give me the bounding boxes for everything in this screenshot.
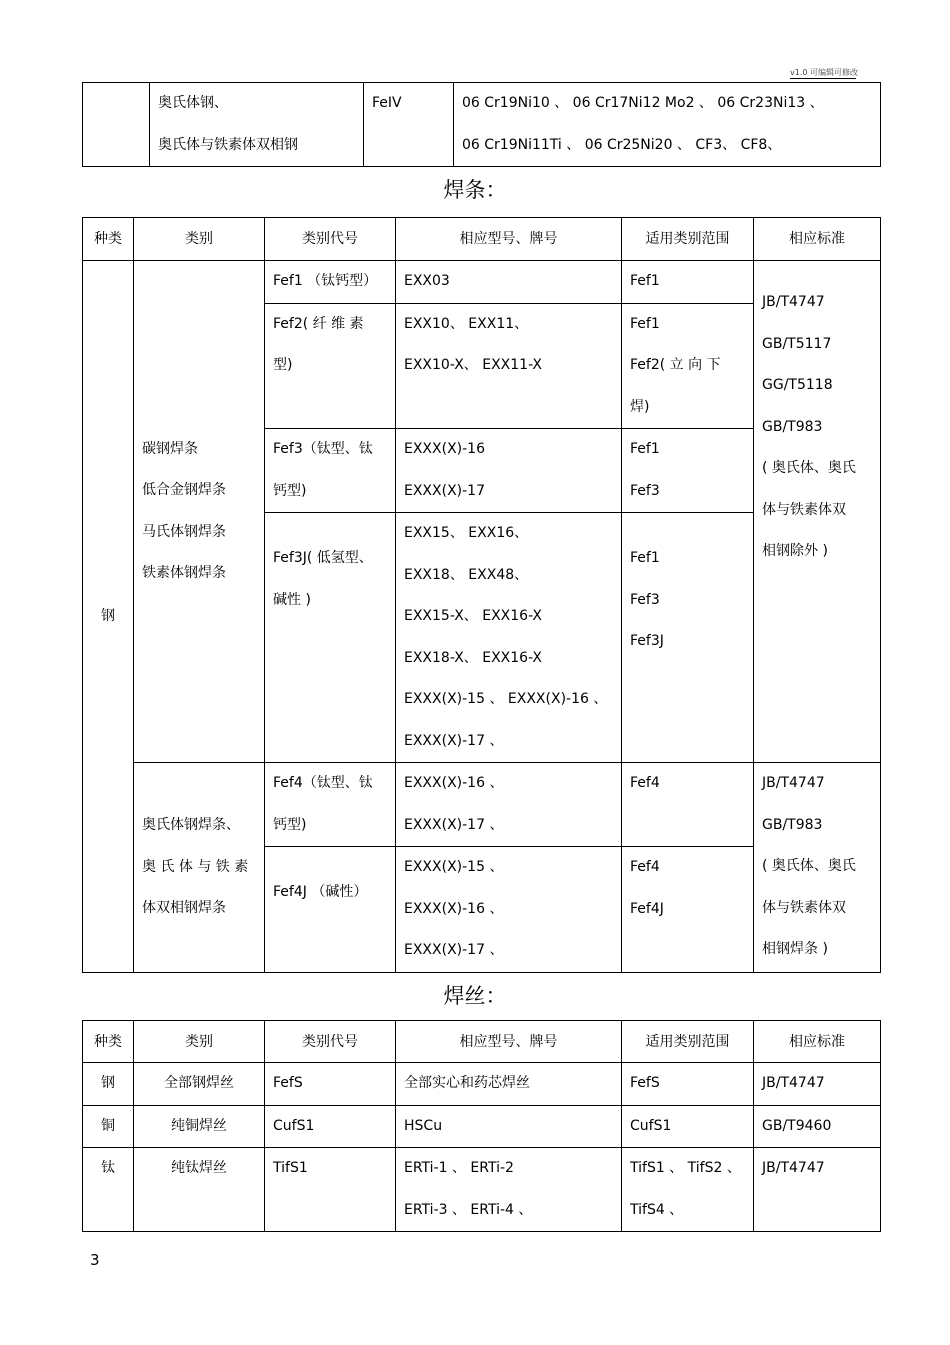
- code-line: Fef3（钛型、钛: [273, 441, 373, 457]
- wire-range: [622, 1148, 754, 1232]
- header-code: 类别代号: [265, 218, 396, 261]
- standard-line: ( 奥氏体、奥氏: [762, 858, 856, 874]
- wire-code: TifS1: [265, 1148, 396, 1232]
- category-line: 奥氏体钢焊条、: [142, 817, 240, 833]
- wire-range-line: CufS1: [630, 1117, 672, 1134]
- models-cell: [396, 847, 622, 973]
- model-line: EXXX(X)-16 、: [404, 775, 504, 791]
- wire-range: [622, 1063, 754, 1106]
- group1-standard-cell: [754, 261, 881, 763]
- models-cell: [396, 429, 622, 513]
- wire-header-category: 类别: [134, 1021, 265, 1063]
- wire-header-range: 适用类别范围: [622, 1021, 754, 1063]
- category-line: 体双相钢焊条: [142, 900, 226, 916]
- top-category-line: 奥氏体钢、: [158, 95, 228, 111]
- category-line: 奥 氏 体 与 铁 素: [142, 858, 249, 875]
- range-line: Fef1: [630, 273, 660, 289]
- electrodes-title: 焊条：: [443, 178, 507, 202]
- wire-category: 纯钛焊丝: [134, 1148, 265, 1232]
- range-line: Fef4: [630, 859, 660, 875]
- wire-range-line: TifS4 、: [630, 1201, 684, 1218]
- wires-table: [82, 1020, 881, 1232]
- wire-model-line: HSCu: [404, 1117, 443, 1134]
- header-range: 适用类别范围: [622, 218, 754, 261]
- code-cell: [265, 303, 396, 429]
- range-line: Fef1: [630, 550, 660, 566]
- code-cell: [265, 847, 396, 973]
- top-category-line: 奥氏体与铁素体双相钢: [158, 136, 298, 153]
- header-rule: [790, 78, 856, 79]
- range-cell: [622, 429, 754, 513]
- wire-model-line: 全部实心和药芯焊丝: [404, 1075, 530, 1091]
- category-line: 铁素体钢焊条: [142, 565, 226, 581]
- standard-line: GB/T5117: [762, 335, 832, 352]
- standard-line: 体与铁素体双: [762, 501, 846, 518]
- header-note: v1.0 可编辑可修改: [790, 68, 858, 77]
- top-models-line: 06 Cr19Ni10 、 06 Cr17Ni12 Mo2 、 06 Cr23Ni13 、: [462, 95, 824, 111]
- range-line: Fef2( 立 向 下: [630, 357, 721, 373]
- code-line: 钙型): [273, 816, 307, 833]
- models-cell: [396, 261, 622, 304]
- wire-model-line: ERTi-1 、 ERTi-2: [404, 1160, 514, 1176]
- wire-standard: JB/T4747: [754, 1063, 881, 1106]
- code-cell: [265, 429, 396, 513]
- wire-range: [622, 1105, 754, 1148]
- model-line: EXX18、 EXX48、: [404, 566, 529, 583]
- top-category-cell: [150, 83, 364, 167]
- model-line: EXXX(X)-16 、: [404, 900, 504, 917]
- wire-kind: 铜: [83, 1105, 134, 1148]
- model-line: EXX15-X、 EXX16-X: [404, 608, 543, 624]
- wire-code: FefS: [265, 1063, 396, 1106]
- standard-line: 相钢除外 ): [762, 543, 828, 559]
- code-line: Fef2( 纤 维 素: [273, 315, 364, 332]
- range-line: Fef3J: [630, 633, 664, 649]
- wire-kind: 钢: [83, 1063, 134, 1106]
- wire-category: 纯铜焊丝: [134, 1105, 265, 1148]
- range-cell: [622, 847, 754, 973]
- models-cell: [396, 303, 622, 429]
- header-models: 相应型号、牌号: [396, 218, 622, 261]
- standard-line: 体与铁素体双: [762, 899, 846, 916]
- page-number: 3: [90, 1251, 100, 1269]
- top-table: [82, 82, 881, 167]
- wire-models: [396, 1063, 622, 1106]
- wire-range-line: TifS1 、 TifS2 、: [630, 1160, 741, 1176]
- wire-header-standard: 相应标准: [754, 1021, 881, 1063]
- model-line: EXXX(X)-17 、: [404, 732, 504, 749]
- wire-header-kind: 种类: [83, 1021, 134, 1063]
- wire-standard: GB/T9460: [754, 1105, 881, 1148]
- range-line: Fef4J: [630, 900, 664, 917]
- model-line: EXXX(X)-17 、: [404, 942, 504, 958]
- model-line: EXX10-X、 EXX11-X: [404, 357, 543, 373]
- range-line: Fef4: [630, 775, 660, 791]
- group1-category-cell: [134, 261, 265, 763]
- model-line: EXXX(X)-15 、 EXXX(X)-16 、: [404, 691, 608, 707]
- group2-category-cell: [134, 763, 265, 973]
- wire-range-line: FefS: [630, 1075, 660, 1091]
- wire-header-models: 相应型号、牌号: [396, 1021, 622, 1063]
- code-line: Fef4J （碱性）: [273, 884, 368, 900]
- wire-kind: 钛: [83, 1148, 134, 1232]
- header-kind: 种类: [83, 218, 134, 261]
- wire-code: CufS1: [265, 1105, 396, 1148]
- standard-line: JB/T4747: [762, 294, 825, 310]
- wire-models: [396, 1148, 622, 1232]
- top-kind-cell: [83, 83, 150, 167]
- standard-line: ( 奥氏体、奥氏: [762, 460, 856, 476]
- wire-model-line: ERTi-3 、 ERTi-4 、: [404, 1201, 533, 1218]
- model-line: EXX03: [404, 273, 450, 289]
- top-code-cell: FeIV: [364, 83, 454, 167]
- top-models-line: 06 Cr19Ni11Ti 、 06 Cr25Ni20 、 CF3、 CF8、: [462, 136, 782, 153]
- group2-standard-cell: [754, 763, 881, 973]
- range-cell: [622, 303, 754, 429]
- model-line: EXXX(X)-16: [404, 441, 485, 457]
- code-line: Fef1 （钛钙型）: [273, 273, 378, 289]
- code-line: Fef3J( 低氢型、: [273, 550, 373, 566]
- model-line: EXX15、 EXX16、: [404, 525, 529, 541]
- category-line: 低合金钢焊条: [142, 482, 226, 498]
- code-cell: [265, 513, 396, 763]
- code-cell: [265, 261, 396, 304]
- standard-line: JB/T4747: [762, 775, 825, 791]
- range-cell: [622, 513, 754, 763]
- electrodes-table: [82, 217, 881, 973]
- wire-category: 全部钢焊丝: [134, 1063, 265, 1106]
- models-cell: [396, 513, 622, 763]
- code-line: Fef4（钛型、钛: [273, 775, 373, 791]
- header-standard: 相应标准: [754, 218, 881, 261]
- code-line: 碱性 ): [273, 591, 311, 608]
- standard-line: GB/T983: [762, 816, 823, 833]
- model-line: EXX18-X、 EXX16-X: [404, 649, 543, 666]
- range-line: Fef1: [630, 315, 660, 332]
- kind-cell: 钢: [83, 261, 134, 973]
- standard-line: GG/T5118: [762, 377, 833, 393]
- range-line: 焊): [630, 398, 650, 415]
- header-category: 类别: [134, 218, 265, 261]
- model-line: EXXX(X)-17: [404, 482, 485, 499]
- standard-line: GB/T983: [762, 418, 823, 435]
- wire-header-code: 类别代号: [265, 1021, 396, 1063]
- range-line: Fef1: [630, 441, 660, 457]
- standard-line: 相钢焊条 ): [762, 941, 828, 957]
- code-cell: [265, 763, 396, 847]
- category-line: 碳钢焊条: [142, 440, 198, 457]
- range-line: Fef3: [630, 591, 660, 608]
- range-cell: [622, 261, 754, 304]
- code-line: 钙型): [273, 482, 307, 499]
- wires-title: 焊丝：: [443, 984, 507, 1008]
- top-models-cell: [454, 83, 881, 167]
- wire-models: [396, 1105, 622, 1148]
- model-line: EXXX(X)-15 、: [404, 859, 504, 875]
- category-line: 马氏体钢焊条: [142, 523, 226, 540]
- range-line: Fef3: [630, 482, 660, 499]
- models-cell: [396, 763, 622, 847]
- model-line: EXXX(X)-17 、: [404, 816, 504, 833]
- code-line: 型): [273, 357, 293, 373]
- range-cell: [622, 763, 754, 847]
- model-line: EXX10、 EXX11、: [404, 315, 529, 332]
- wire-standard: JB/T4747: [754, 1148, 881, 1232]
